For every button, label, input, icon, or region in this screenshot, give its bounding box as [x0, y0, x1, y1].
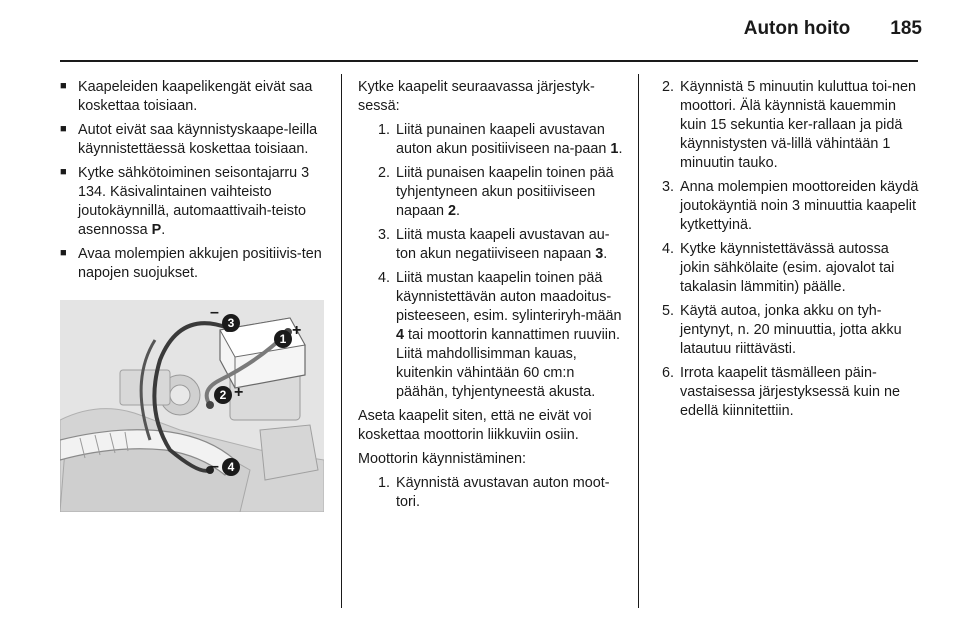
column-divider-2 — [638, 74, 639, 608]
list-item: 1. Käynnistä avustavan auton moot-tori. — [377, 475, 610, 510]
list-item: 3. Anna molempien moottoreiden käydä joutokäyntiä noin 3 minuuttia kaapelit kytkettyinä. — [661, 179, 919, 233]
marker-2: 2 — [214, 386, 232, 404]
page-number: 185 — [890, 18, 922, 39]
minus-sign: – — [210, 304, 219, 321]
page-title: Auton hoito — [743, 18, 851, 39]
minus-sign: – — [210, 458, 219, 475]
list-item: ■ Kytke sähkötoiminen seisontajarru 3 134. Käsivalintainen vaihteisto joutokäynnillä, automaattivaih-teisto asennossa P. — [60, 164, 326, 240]
list-item: 1. Liitä punainen kaapeli avustavan auton akun positiiviseen na-paan 1. — [377, 122, 623, 157]
section-label: Moottorin käynnistäminen: — [358, 451, 526, 467]
header-divider — [60, 60, 918, 62]
plus-sign: + — [292, 322, 302, 339]
list-item: 2. Käynnistä 5 minuutin kuluttua toi-nen moottori. Älä käynnistä kauemmin kuin 15 sekuntia ker-rallaan ja pidä käynnistysten vä-lillä vähintään 1 minuutin tauko. — [661, 79, 916, 171]
column-1 — [60, 78, 326, 288]
plus-sign: + — [234, 384, 244, 401]
list-item: 2. Liitä punaisen kaapelin toinen pää tyhjentyneen akun positiiviseen napaan 2. — [377, 165, 614, 219]
column-3 — [652, 78, 920, 426]
jump-start-illustration — [60, 300, 324, 512]
list-item: 5. Käytä autoa, jonka akku on tyh-jentynyt, n. 20 minuuttia, jotta akku latautuu riittävästi. — [661, 303, 902, 357]
intro-paragraph: Kytke kaapelit seuraavassa järjestyk-sessä: — [358, 79, 595, 114]
list-item: 6. Irrota kaapelit täsmälleen päin-vastaisessa järjestyksessä kuin ne edellä kiinnitettiin. — [661, 365, 900, 419]
list-item: ■ Autot eivät saa käynnistyskaape-leilla käynnistettäessä koskettaa toisiaan. — [60, 121, 326, 159]
marker-1: 1 — [274, 330, 292, 348]
list-item: ■ Kaapeleiden kaapelikengät eivät saa koskettaa toisiaan. — [60, 78, 326, 116]
list-item: ■ Avaa molempien akkujen positiivis-ten napojen suojukset. — [60, 245, 326, 283]
marker-3: 3 — [222, 314, 240, 332]
page-header — [744, 18, 922, 40]
column-2 — [358, 78, 624, 517]
column-divider-1 — [341, 74, 342, 608]
list-item: 4. Liitä mustan kaapelin toinen pää käynnistettävän auton maadoitus-pisteeseen, esim. sylinteriryh-mään 4 tai moottorin kannattimen ruuviin. Liitä mahdollisimman kauas, kuitenkin vähintään 60 cm:n päähän, tyhjentyneestä akusta. — [377, 270, 622, 400]
marker-4: 4 — [222, 458, 240, 476]
paragraph: Aseta kaapelit siten, että ne eivät voi koskettaa moottorin liikkuviin osiin. — [358, 408, 592, 443]
list-item: 3. Liitä musta kaapeli avustavan au-ton akun negatiiviseen napaan 3. — [377, 227, 610, 262]
list-item: 4. Kytke käynnistettävässä autossa jokin sähkölaite (esim. ajovalot tai takalasin lämmitin) päälle. — [661, 241, 895, 295]
reference-arrow-icon: 3 — [301, 165, 310, 181]
